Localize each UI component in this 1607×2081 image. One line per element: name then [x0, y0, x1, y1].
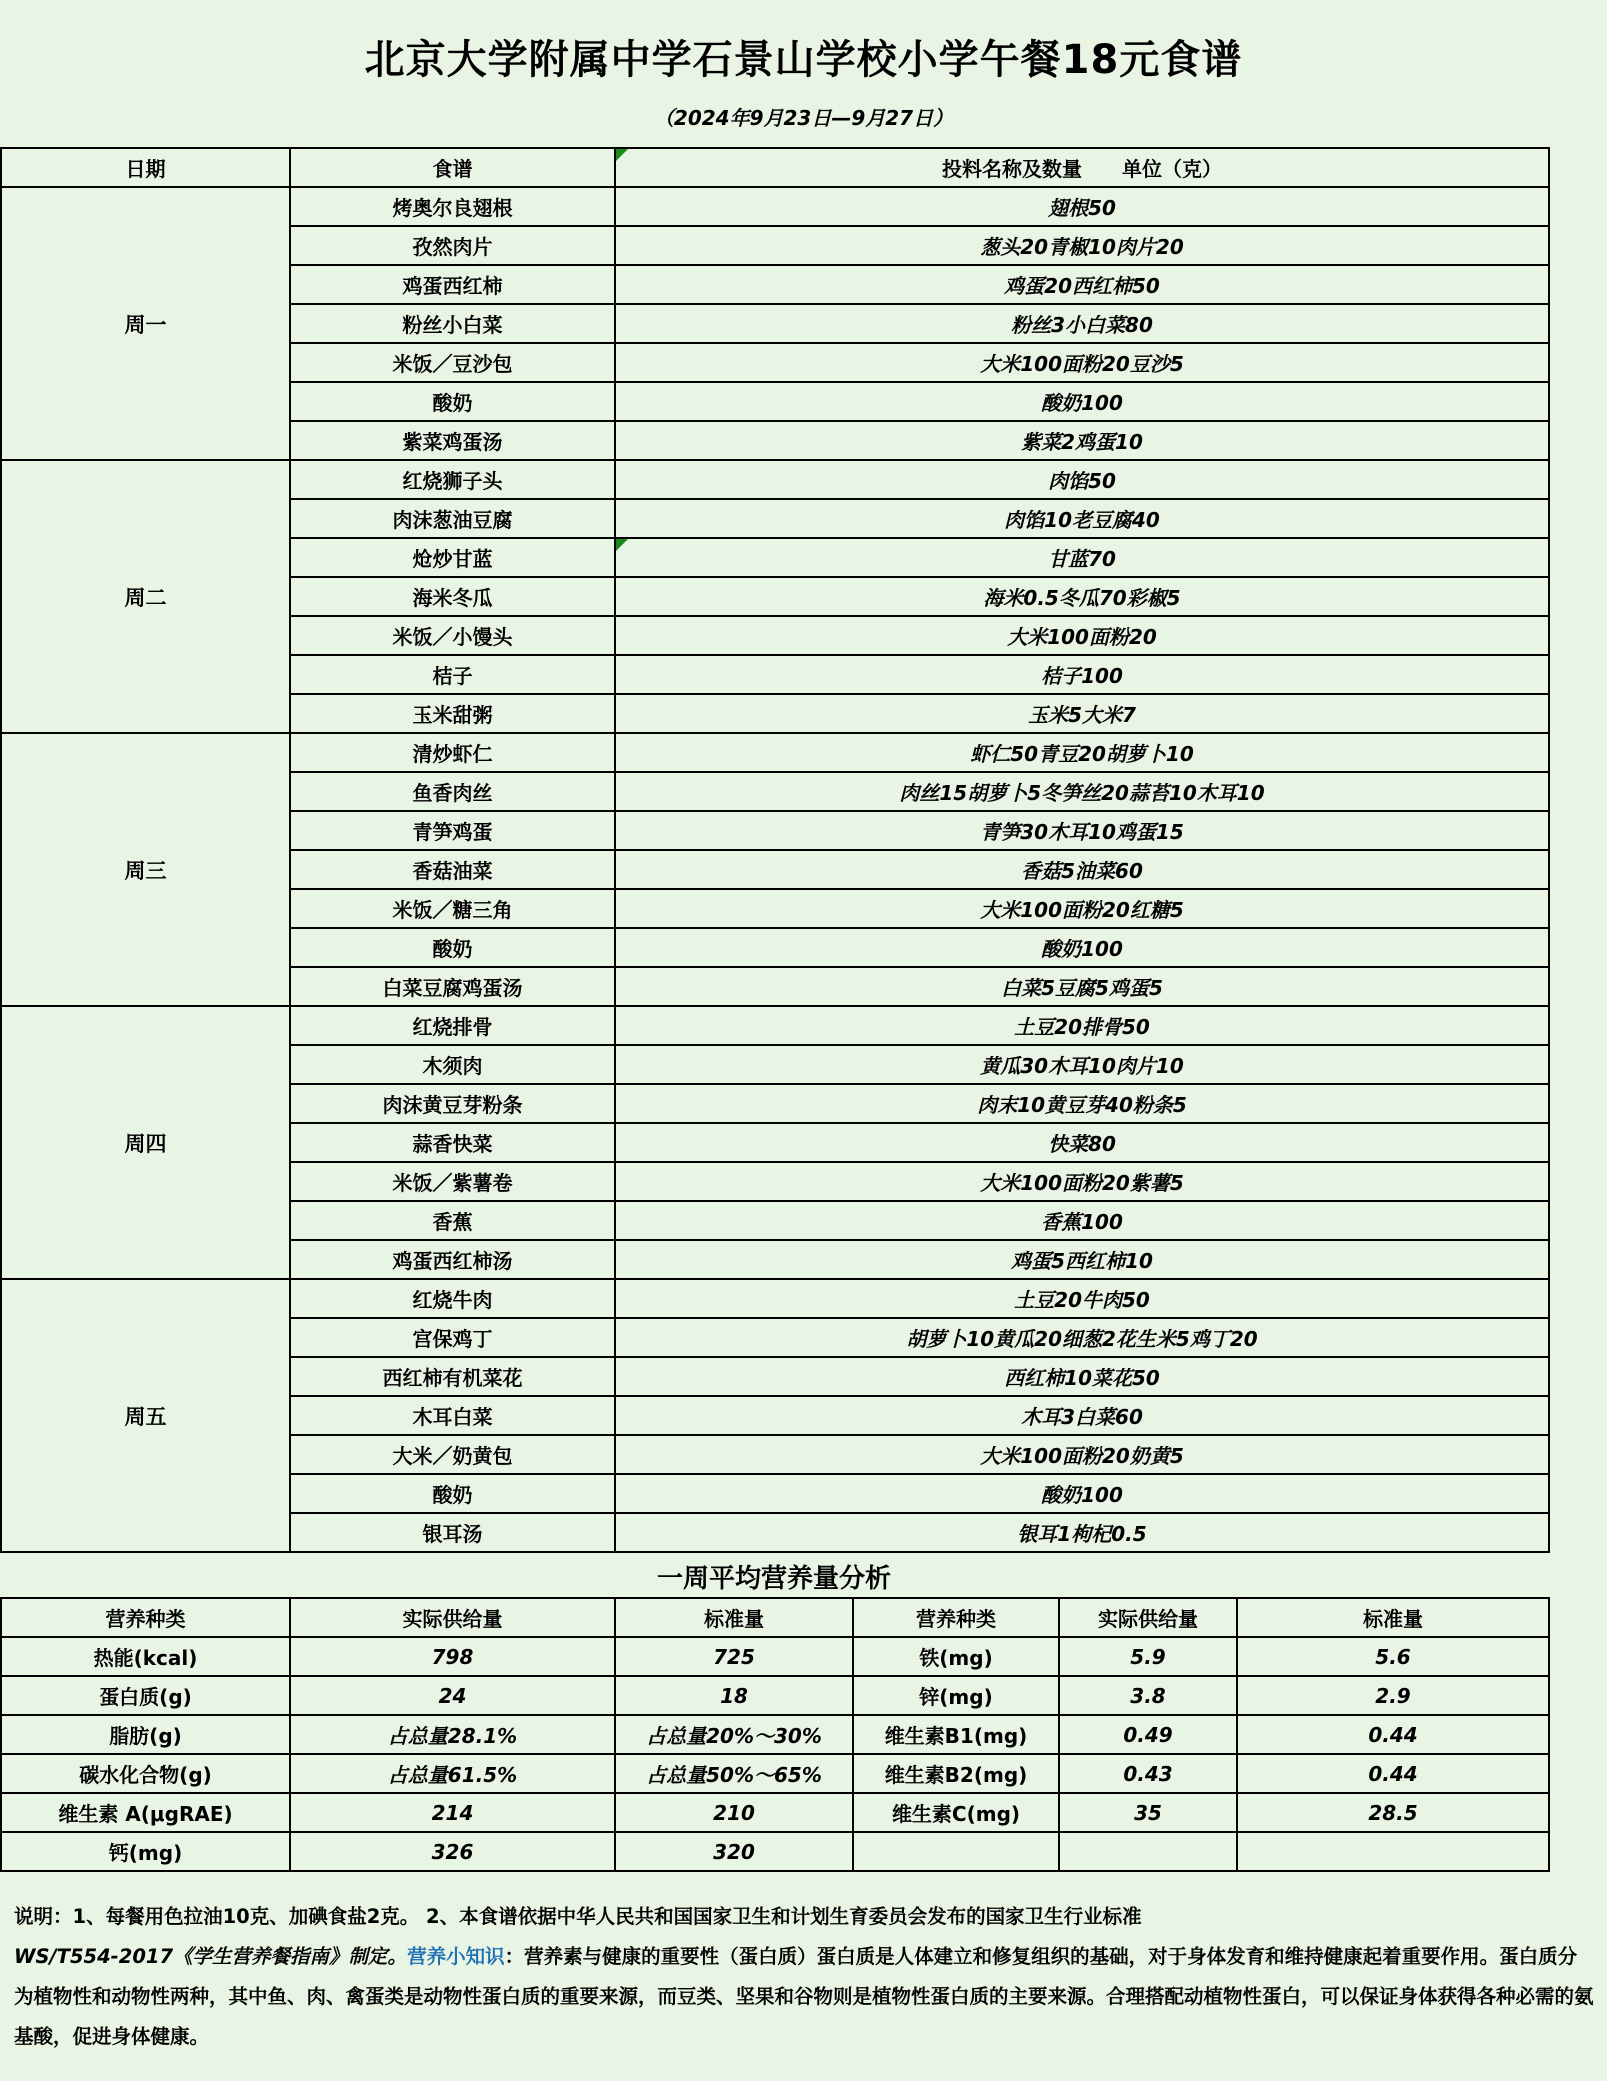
date-range: （2024年9月23日—9月27日）: [653, 106, 954, 130]
dish-cell: 米饭／紫薯卷: [290, 1162, 615, 1201]
ingredients-cell: 土豆20牛肉50: [615, 1279, 1549, 1318]
nutrient-name: 碳水化合物(g): [1, 1754, 290, 1793]
nutrient-name: 热能(kcal): [1, 1637, 290, 1676]
nutrient-value: [1059, 1832, 1237, 1871]
dish-cell: 孜然肉片: [290, 226, 615, 265]
nutrition-tip-text: ：营养素与健康的重要性（蛋白质）蛋白质是人体建立和修复组织的基础，对于身体发育和维持健康起着重要作用。蛋白质分为植物性和动物性两种，其中鱼、肉、禽蛋类是动物性蛋白质的重要来源，而豆类、坚果和谷物则是植物性蛋白质的主要来源。合理搭配动植物性蛋白，可以保证身体获得各种必需的氨基酸，促进身体健康。: [14, 1945, 1594, 2048]
nutrient-value: 210: [615, 1793, 853, 1832]
nutrition-row: [1, 1832, 1549, 1871]
dish-cell: 米饭／糖三角: [290, 889, 615, 928]
nutrition-row: [1, 1676, 1549, 1715]
ingredients-cell: 翅根50: [615, 187, 1549, 226]
nutrition-title: 一周平均营养量分析: [656, 1564, 891, 1594]
notes-standard: WS/T554-2017《学生营养餐指南》制定。: [14, 1945, 408, 1968]
menu-header-row: [1, 148, 1549, 187]
dish-cell: 米饭／豆沙包: [290, 343, 615, 382]
nutrient-value: 占总量20%～30%: [615, 1715, 853, 1754]
nutrition-header: 标准量: [615, 1598, 853, 1637]
nutrient-name: 维生素B2(mg): [853, 1754, 1059, 1793]
nutrient-value: 0.43: [1059, 1754, 1237, 1793]
dish-cell: 酸奶: [290, 1474, 615, 1513]
header-date: 日期: [1, 148, 290, 187]
nutrient-value: [1237, 1832, 1549, 1871]
menu-row: [1, 1279, 1549, 1318]
dish-cell: 木须肉: [290, 1045, 615, 1084]
dish-cell: 桔子: [290, 655, 615, 694]
day-cell: 周五: [1, 1279, 290, 1552]
nutrient-value: 占总量61.5%: [290, 1754, 615, 1793]
dish-cell: 蒜香快菜: [290, 1123, 615, 1162]
dish-cell: 大米／奶黄包: [290, 1435, 615, 1474]
day-cell: 周二: [1, 460, 290, 733]
nutrient-name: 钙(mg): [1, 1832, 290, 1871]
dish-cell: 米饭／小馒头: [290, 616, 615, 655]
dish-cell: 鸡蛋西红柿: [290, 265, 615, 304]
ingredients-cell: 白菜5豆腐5鸡蛋5: [615, 967, 1549, 1006]
menu-table: [0, 147, 1550, 1553]
dish-cell: 红烧狮子头: [290, 460, 615, 499]
ingredients-cell: 肉馅50: [615, 460, 1549, 499]
dish-cell: 炝炒甘蓝: [290, 538, 615, 577]
menu-row: [1, 460, 1549, 499]
nutrient-name: 维生素B1(mg): [853, 1715, 1059, 1754]
nutrient-value: 5.6: [1237, 1637, 1549, 1676]
header-dish: 食谱: [290, 148, 615, 187]
nutrition-header: 营养种类: [853, 1598, 1059, 1637]
ingredients-cell: 鸡蛋5西红柿10: [615, 1240, 1549, 1279]
menu-row: [1, 733, 1549, 772]
nutrient-value: 28.5: [1237, 1793, 1549, 1832]
nutrition-row: [1, 1637, 1549, 1676]
nutrient-name: 铁(mg): [853, 1637, 1059, 1676]
dish-cell: 木耳白菜: [290, 1396, 615, 1435]
ingredients-cell: 西红柿10菜花50: [615, 1357, 1549, 1396]
dish-cell: 酸奶: [290, 928, 615, 967]
dish-cell: 粉丝小白菜: [290, 304, 615, 343]
nutrition-tip-label: 营养小知识: [407, 1945, 505, 1968]
day-cell: 周一: [1, 187, 290, 460]
dish-cell: 玉米甜粥: [290, 694, 615, 733]
nutrient-name: 维生素 A(μgRAE): [1, 1793, 290, 1832]
nutrient-value: 3.8: [1059, 1676, 1237, 1715]
dish-cell: 肉沫葱油豆腐: [290, 499, 615, 538]
dish-cell: 香蕉: [290, 1201, 615, 1240]
nutrient-value: 18: [615, 1676, 853, 1715]
ingredients-cell: 木耳3白菜60: [615, 1396, 1549, 1435]
dish-cell: 烤奥尔良翅根: [290, 187, 615, 226]
notes-text: 说明：1、每餐用色拉油10克、加碘食盐2克。 2、本食谱依据中华人民共和国国家卫生和计划生育委员会发布的国家卫生行业标准: [14, 1905, 1142, 1928]
dish-cell: 青笋鸡蛋: [290, 811, 615, 850]
notes-section: [14, 1897, 1594, 2057]
nutrient-value: 5.9: [1059, 1637, 1237, 1676]
nutrient-value: 0.49: [1059, 1715, 1237, 1754]
nutrient-value: 214: [290, 1793, 615, 1832]
dish-cell: 紫菜鸡蛋汤: [290, 421, 615, 460]
dish-cell: 海米冬瓜: [290, 577, 615, 616]
dish-cell: 西红柿有机菜花: [290, 1357, 615, 1396]
nutrient-name: [853, 1832, 1059, 1871]
nutrient-value: 35: [1059, 1793, 1237, 1832]
dish-cell: 红烧排骨: [290, 1006, 615, 1045]
ingredients-cell: 青笋30木耳10鸡蛋15: [615, 811, 1549, 850]
nutrient-value: 326: [290, 1832, 615, 1871]
nutrition-header: 实际供给量: [290, 1598, 615, 1637]
ingredients-cell: 虾仁50青豆20胡萝卜10: [615, 733, 1549, 772]
nutrient-value: 0.44: [1237, 1754, 1549, 1793]
nutrient-value: 2.9: [1237, 1676, 1549, 1715]
nutrition-row: [1, 1715, 1549, 1754]
nutrient-name: 锌(mg): [853, 1676, 1059, 1715]
ingredients-cell: 紫菜2鸡蛋10: [615, 421, 1549, 460]
ingredients-cell: 大米100面粉20红糖5: [615, 889, 1549, 928]
dish-cell: 鸡蛋西红柿汤: [290, 1240, 615, 1279]
dish-cell: 香菇油菜: [290, 850, 615, 889]
day-cell: 周三: [1, 733, 290, 1006]
ingredients-cell: 桔子100: [615, 655, 1549, 694]
ingredients-cell: 大米100面粉20奶黄5: [615, 1435, 1549, 1474]
ingredients-cell: 黄瓜30木耳10肉片10: [615, 1045, 1549, 1084]
ingredients-cell: 甘蓝70: [615, 538, 1549, 577]
nutrient-value: 0.44: [1237, 1715, 1549, 1754]
ingredients-cell: 胡萝卜10黄瓜20细葱2花生米5鸡丁20: [615, 1318, 1549, 1357]
ingredients-cell: 肉馅10老豆腐40: [615, 499, 1549, 538]
nutrition-row: [1, 1754, 1549, 1793]
nutrition-table: [0, 1597, 1550, 1872]
nutrient-value: 占总量50%～65%: [615, 1754, 853, 1793]
day-cell: 周四: [1, 1006, 290, 1279]
ingredients-cell: 香菇5油菜60: [615, 850, 1549, 889]
ingredients-cell: 大米100面粉20豆沙5: [615, 343, 1549, 382]
ingredients-cell: 玉米5大米7: [615, 694, 1549, 733]
dish-cell: 肉沫黄豆芽粉条: [290, 1084, 615, 1123]
nutrition-header: 营养种类: [1, 1598, 290, 1637]
dish-cell: 酸奶: [290, 382, 615, 421]
ingredients-cell: 葱头20青椒10肉片20: [615, 226, 1549, 265]
ingredients-cell: 酸奶100: [615, 1474, 1549, 1513]
nutrition-row: [1, 1793, 1549, 1832]
ingredients-cell: 土豆20排骨50: [615, 1006, 1549, 1045]
ingredients-cell: 鸡蛋20西红柿50: [615, 265, 1549, 304]
ingredients-cell: 银耳1枸杞0.5: [615, 1513, 1549, 1552]
dish-cell: 白菜豆腐鸡蛋汤: [290, 967, 615, 1006]
ingredients-cell: 酸奶100: [615, 382, 1549, 421]
ingredients-cell: 香蕉100: [615, 1201, 1549, 1240]
dish-cell: 银耳汤: [290, 1513, 615, 1552]
nutrition-header: 实际供给量: [1059, 1598, 1237, 1637]
nutrient-name: 脂肪(g): [1, 1715, 290, 1754]
ingredients-cell: 酸奶100: [615, 928, 1549, 967]
nutrition-header: 标准量: [1237, 1598, 1549, 1637]
ingredients-cell: 大米100面粉20紫薯5: [615, 1162, 1549, 1201]
nutrient-name: 蛋白质(g): [1, 1676, 290, 1715]
header-ingredients: 投料名称及数量 单位（克）: [615, 148, 1549, 187]
dish-cell: 清炒虾仁: [290, 733, 615, 772]
ingredients-cell: 大米100面粉20: [615, 616, 1549, 655]
ingredients-cell: 海米0.5冬瓜70彩椒5: [615, 577, 1549, 616]
page-title: 北京大学附属中学石景山学校小学午餐18元食谱: [364, 37, 1243, 83]
menu-row: [1, 1006, 1549, 1045]
nutrient-name: 维生素C(mg): [853, 1793, 1059, 1832]
ingredients-cell: 肉末10黄豆芽40粉条5: [615, 1084, 1549, 1123]
nutrient-value: 725: [615, 1637, 853, 1676]
ingredients-cell: 肉丝15胡萝卜5冬笋丝20蒜苔10木耳10: [615, 772, 1549, 811]
nutrient-value: 798: [290, 1637, 615, 1676]
ingredients-cell: 粉丝3小白菜80: [615, 304, 1549, 343]
dish-cell: 宫保鸡丁: [290, 1318, 615, 1357]
nutrient-value: 24: [290, 1676, 615, 1715]
nutrient-value: 320: [615, 1832, 853, 1871]
dish-cell: 鱼香肉丝: [290, 772, 615, 811]
menu-row: [1, 187, 1549, 226]
nutrient-value: 占总量28.1%: [290, 1715, 615, 1754]
nutrition-header-row: [1, 1598, 1549, 1637]
dish-cell: 红烧牛肉: [290, 1279, 615, 1318]
ingredients-cell: 快菜80: [615, 1123, 1549, 1162]
